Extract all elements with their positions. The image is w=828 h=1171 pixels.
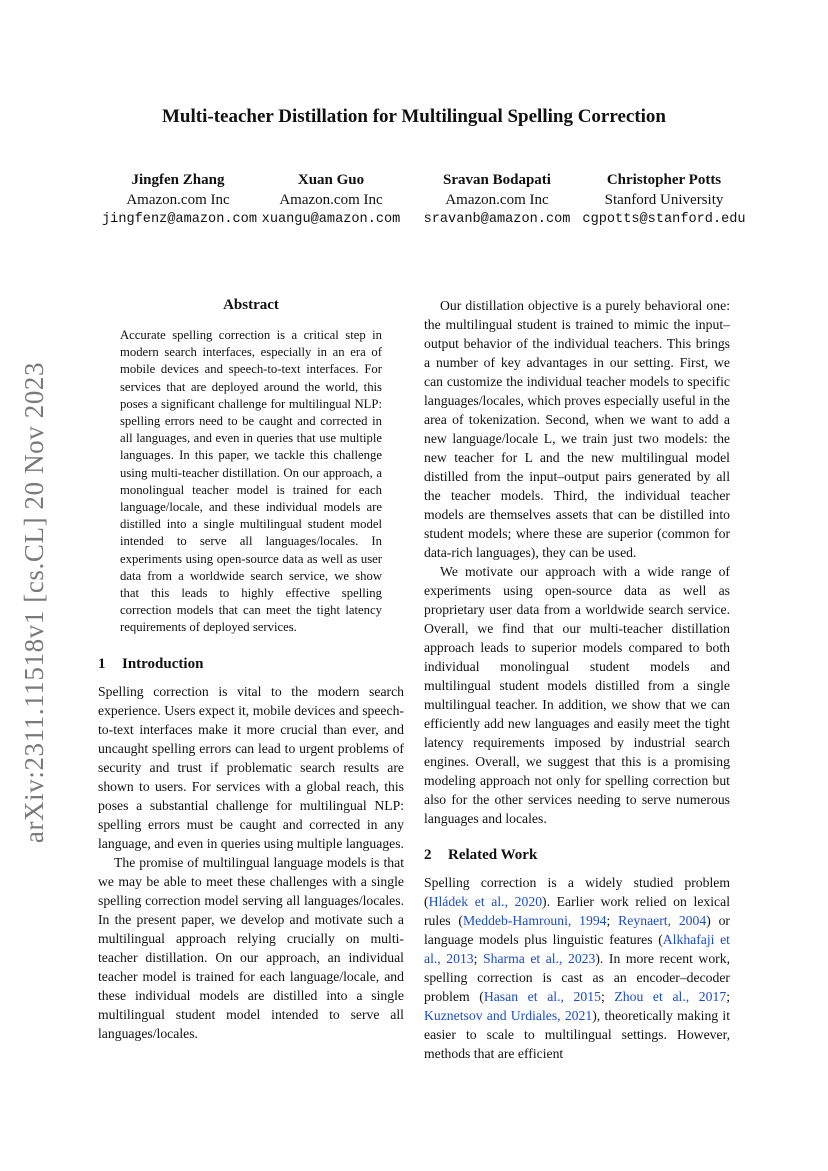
citation-link[interactable]: Alkhafaji et al., 2013 <box>424 932 730 966</box>
text-run: ; <box>726 989 730 1004</box>
related-work-paragraph <box>424 873 730 1063</box>
citation-link[interactable]: Sharma et al., 2023 <box>482 951 596 966</box>
motivation-paragraph: We motivate our approach with a wide range of experiments using open-source data as well as proprietary user data from a worldwide search service. Overall, we find that our multi-teacher distillation approach leads to superior models compared to both individual monolingual student models and multilingual student models distilled from a single multilingual teacher. In addition, we show that we can efficiently add new languages and easily meet the tight latency requirements imposed by industrial search engines. Overall, we suggest that this is a promising modeling approach not only for spelling correction but also for the other services needing to serve numerous languages and locales. <box>424 564 730 826</box>
author-affiliation: Amazon.com Inc <box>279 192 383 208</box>
abstract-heading: Abstract <box>223 297 279 313</box>
text-run: ), theoretically making it easier to scale to multilingual settings. However, methods that are efficient <box>424 1008 731 1061</box>
author-affiliation: Amazon.com Inc <box>126 192 230 208</box>
author-name: Christopher Potts <box>606 172 722 188</box>
paper-title: Multi-teacher Distillation for Multilingual Spelling Correction <box>161 106 666 127</box>
text-run: ) or language models plus linguistic features ( <box>424 913 730 947</box>
right-column <box>424 296 730 1063</box>
author-email: sravanb@amazon.com <box>423 212 571 227</box>
intro-paragraph-2: The promise of multilingual language models is that we may be able to meet these challenges with a single spelling correction model serving all languages/locales. In the present paper, we develop and motivate such a multilingual approach relying crucially on multi-teacher distillation. On our approach, an individual teacher model is trained for each language/locale, and these individual models are distilled into a single multilingual student model intended to serve all languages/locales. <box>98 854 404 1041</box>
author-name: Xuan Guo <box>297 172 365 188</box>
author-email: xuangu@amazon.com <box>261 212 401 227</box>
citation-link[interactable]: Zhou et al., 2017 <box>614 989 727 1004</box>
citation-link[interactable]: Hasan et al., 2015 <box>483 989 601 1004</box>
author-email: cgpotts@stanford.edu <box>582 212 746 227</box>
author-affiliation: Amazon.com Inc <box>445 192 549 208</box>
arxiv-id-label: arXiv:2311.11518v1 [cs.CL] 20 Nov 2023 <box>19 361 50 843</box>
citation-link[interactable]: Kuznetsov and Urdiales, 2021 <box>424 1008 593 1023</box>
text-run: ; <box>606 913 619 928</box>
citation-link[interactable]: Hládek et al., 2020 <box>428 894 543 909</box>
author-block <box>578 170 750 230</box>
intro-paragraph-1: Spelling correction is vital to the modern search experience. Users expect it, mobile devices and speech-to-text interfaces make it more crucial than ever, and uncaught spelling errors can lead to urgent problems of security and trust if problematic search results are shown to users. For services with a global reach, this poses a substantial challenge for multilingual NLP: spelling errors must be caught and corrected in any language, and even in queries using multiple languages. <box>98 683 404 851</box>
section-title: Related Work <box>448 847 538 863</box>
text-run: ). Earlier work relied on lexical rules ( <box>424 894 730 928</box>
text-run: ; <box>600 989 615 1004</box>
citation-link[interactable]: Reynaert, 2004 <box>618 913 707 928</box>
author-block <box>420 170 574 230</box>
text-run: Spelling correction is a widely studied problem ( <box>424 875 730 909</box>
section-heading-introduction <box>98 655 404 674</box>
distillation-paragraph: Our distillation objective is a purely behavioral one: the multilingual student is trained to mimic the input–output behavior of the individual teachers. This brings a number of key advantages in our setting. First, we can customize the individual teacher models to specific languages/locales, which proves especially useful in the area of tokenization. Second, when we want to add a new language/locale L, we train just two models: the new teacher for L and the new multilingual model distilled from the input–output pairs generated by all the teacher models. Third, the individual teacher models are themselves assets that can be distilled into student models; where these are superior (common for data-rich languages), they can be used. <box>424 298 730 560</box>
abstract-text: Accurate spelling correction is a critical step in modern search interfaces, especially in an era of mobile devices and speech-to-text interfaces. For services that are deployed around the world, this poses a significant challenge for multilingual NLP: spelling errors need to be caught and corrected in all languages, and even in queries that use multiple languages. In this paper, we tackle this challenge using multi-teacher distillation. On our approach, a monolingual teacher model is trained for each language/locale, and these individual models are distilled into a single multilingual student model intended to serve all languages/locales. In experiments using open-source data as well as user data from a worldwide search service, we show that this leads to highly effective spelling correction models that can meet the tight latency requirements of deployed services. <box>120 328 382 635</box>
section-title: Introduction <box>122 655 204 672</box>
section-heading-related-work <box>424 846 730 865</box>
text-run: ). In more recent work, spelling correction is cast as an encoder–decoder problem ( <box>424 951 730 1004</box>
citation-link[interactable]: Meddeb-Hamrouni, 1994 <box>463 913 607 928</box>
left-column <box>98 296 404 1043</box>
section-number: 2 <box>424 847 432 863</box>
author-block <box>102 170 257 230</box>
author-name: Jingfen Zhang <box>131 172 225 188</box>
author-affiliation: Stanford University <box>604 192 724 208</box>
arxiv-side-stamp <box>12 342 58 862</box>
author-email: jingfenz@amazon.com <box>102 212 257 227</box>
author-name: Sravan Bodapati <box>443 172 551 188</box>
text-run: ; <box>473 951 483 966</box>
author-block <box>256 170 406 230</box>
section-number: 1 <box>98 655 106 672</box>
